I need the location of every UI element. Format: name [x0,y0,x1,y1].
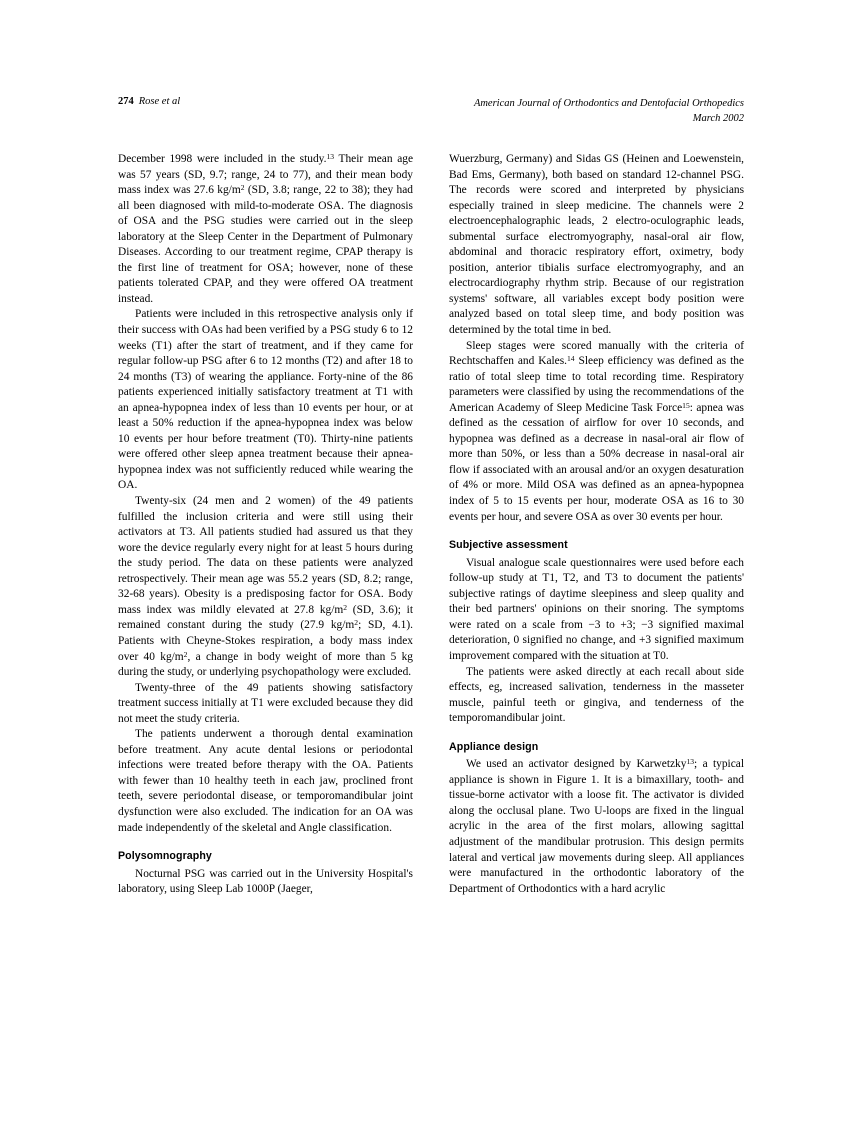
paragraph: Patients were included in this retrospective analysis only if their success with OAs had been verified by a PSG study 6 to 12 weeks (T1) after the start of treatment, and if they came for regular follow-up PSG after 6 to 12 months (T2) and after 18 to 24 months (T3) of wearing the appliance. Forty-nine of the 86 patients experienced initially satisfactory treatment at T1 with an apnea-hypopnea index of less than 10 events per hour, or at least a 50% reduction if the apnea-hypopnea index was below 10 events per hour before treatment (T0). Thirty-nine patients were offered other sleep apnea treatment because their apnea-hypopnea index was not sufficiently reduced while wearing the OA. [118,308,413,492]
paragraph: Visual analogue scale questionnaires were used before each follow-up study at T1, T2, and T3 to document the patients' subjective ratings of daytime sleepiness and sleep quality and their bed partners' opinions on their snoring. The symptoms were rated on a scale from −3 to +3; −3 signified maximal deterioration, 0 signified no change, and +3 signified maximum improvement compared with the situation at T0. [449,556,744,662]
superscript-reference: 13 [326,151,335,161]
superscript-reference: 2 [183,649,188,659]
left-paragraphs-after [118,867,413,898]
paragraph: Twenty-three of the 49 patients showing satisfactory treatment success initially at T1 were excluded because they did not meet the study criteria. [118,681,413,725]
page-header [118,96,744,136]
superscript-reference: 13 [686,757,695,767]
paragraph: The patients underwent a thorough dental examination before treatment. Any acute dental lesions or periodontal infections were treated before therapy with the OA. Patients with fewer than 10 healthy teeth in each jaw, proclined front teeth, severe periodontal disease, or temporomandibular joint dysfunction were also excluded. The indication for an OA was made independently of the skeletal and Angle classification. [118,728,413,834]
left-paragraphs [118,152,413,836]
column-left [118,152,413,898]
subhead-appliance-design: Appliance design [449,740,539,753]
subhead-polysomnography: Polysomnography [118,850,212,863]
superscript-reference: 2 [354,618,359,628]
paragraph: Twenty-six (24 men and 2 women) of the 49 patients fulfilled the inclusion criteria and were still using their activators at T3. All patients studied had assured us that they wore the device regularly every night for at least 5 hours during the study period. The data on these patients were analyzed retrospectively. Their mean age was 55.2 years (SD, 8.2; range, 32-68 years). Obesity is a predisposing factor for OSA. Body mass index was mildly elevated at 27.8 $kg/m^2$ (SD, 3.6); it remained constant during the study (27.9 $kg/m^2$; SD, 4.1). Patients with Cheyne-Stokes respiration, a body mass index over 40 $kg/m^2$, a change in body weight of more than 5 kg during the study, or underlying psychopathology were excluded. [118,495,413,679]
journal-title: American Journal of Orthodontics and Dentofacial Orthopedics [473,98,744,109]
paragraph: Wuerzburg, Germany) and Sidas GS (Heinen and Loewenstein, Bad Ems, Germany), both based on standard 12-channel PSG. The records were scored and interpreted by physicians especially trained in sleep medicine. The channels were 2 electroencephalographic leads, 2 electro-oculographic leads, submental surface electromyography, nasal-oral air flow, abdominal and thoracic respiratory effort, oximetry, body position, anterior tibialis surface electromyography, and an electrocardiography rhythm strip. Because of our registration systems' software, all variables except body position were analyzed based on total sleep time, and body position was determined by the total time in bed. [449,153,744,337]
paragraph: We used an activator designed by Karwetzky$^{13}$; a typical appliance is shown in Figure 1. It is a bimaxillary, tooth- and tissue-borne activator with a loose fit. The activator is divided along the occlusal plane. Two U-loops are fixed in the lingual acrylic in the area of the first molars, allowing sagittal adjustment of the mandibular protrusion. This design permits lateral and vertical jaw movements during sleep. All appliances were manufactured in the orthodontic laboratory of the Department of Orthodontics with a hard acrylic [449,757,744,895]
subhead-subjective-assessment: Subjective assessment [449,539,568,552]
right-paragraphs-bottom [449,757,744,897]
paragraph: The patients were asked directly at each recall about side effects, eg, increased salivation, tenderness in the masseter muscle, painful teeth or gingiva, and tenderness of the temporomandibular joint. [449,665,744,725]
issue-date: March 2002 [692,113,744,124]
paragraph: December 1998 were included in the study.$^{13}$ Their mean age was 57 years (SD, 9.7; range, 24 to 77), and their mean body mass index was 27.6 $kg/m^2$ (SD, 3.8; range, 22 to 38); they had all been diagnosed with mild-to-moderate OSA. The diagnosis of OSA and the PSG studies were carried out in the sleep laboratory at the Sleep Center in the Department of Pulmonary Diseases. According to our treatment regime, CPAP therapy is the first line of treatment for OSA; however, none of these patients tolerated CPAP, and they were offered OA treatment instead. [118,151,413,305]
header-right [474,96,744,126]
running-authors: Rose et al [138,96,181,107]
column-right [449,152,744,897]
right-paragraphs-top [449,152,744,525]
header-left [118,96,180,107]
paragraph: Sleep stages were scored manually with the criteria of Rechtschaffen and Kales.$^{14}$ Sleep efficiency was defined as the ratio of total sleep time to total recording time. Respiratory parameters were classified by using the recommendations of the American Academy of Sleep Medicine Task Force$^{15}$: apnea was defined as the cessation of airflow for over 10 seconds, and hypopnea was defined as a decrease in nasal-oral air flow of more than 50%, or less than a 50% decrease in nasal-oral air flow if associated with an arousal and/or an oxygen desaturation of 4% or more. Mild OSA was defined as an apnea-hypopnea index of 5 to 15 events per hour, moderate OSA as 16 to 30 events per hour, and severe OSA as over 30 events per hour. [449,339,744,523]
superscript-reference: 14 [567,353,575,363]
superscript-reference: 2 [343,602,348,612]
paragraph: Nocturnal PSG was carried out in the University Hospital's laboratory, using Sleep Lab 1000P (Jaeger, [118,867,413,896]
right-paragraphs-mid [449,556,744,727]
page-number: 274 [118,96,134,107]
superscript-reference: 15 [682,400,690,410]
superscript-reference: 2 [240,182,245,192]
